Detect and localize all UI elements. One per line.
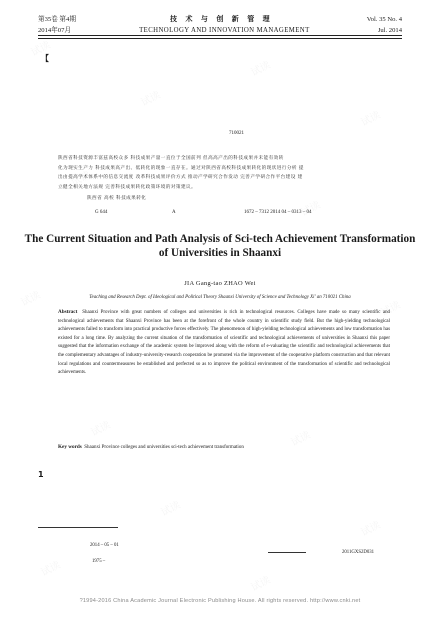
watermark	[88, 416, 113, 439]
date-cn: 2014年07月	[38, 27, 71, 34]
footnote-dash	[268, 552, 306, 553]
keywords-text: Shaanxi Province colleges and universities sci-tech achievement transformation	[84, 445, 244, 450]
abstract-label: Abstract	[58, 309, 78, 315]
header-rule	[38, 35, 402, 36]
author-birth-year: 1975 –	[92, 559, 106, 564]
journal-title-cn: 技 术 与 创 新 管 理	[170, 14, 273, 23]
watermark	[138, 86, 163, 109]
chinese-keywords: 陕西省 高校 科技成果转化	[87, 196, 147, 201]
abstract-text: Shaanxi Province with great numbers of colleges and universities is rich in technological resources. Colleges have made so many scientific and technological achievements that Shaanxi Province has been at the forefront of the whole country in scientific study field. But the high-yielding technological achievements failed to transform into practical productive forces effectively. The phenomenon of high-yielding technological achievements and low transformation has existed for a long time. By analyzing the current situation of the transformation of scientific and technological achievements of universities in Shaanxi this paper suggested that the information exchange of the academic system be improved along with the reform of e-valuating the scientific and technological achievements that the complementary advantages of industry-university-research cooperation be promoted via the improvement of the cooperative platform construction and that relevant local regulations and countermeasures be established and perfected so as to improve the political environment of the transformation of scientific and technological achievements.	[58, 310, 391, 376]
received-date: 2014 – 05 – 01	[90, 543, 119, 548]
document-code: A	[172, 210, 176, 215]
clc-number: G 644	[95, 210, 108, 215]
chinese-abstract-line: 立健全相关地方法规 完善科技成果转化政策环境的对策建议。	[58, 184, 197, 190]
watermark	[358, 516, 383, 539]
watermark	[248, 571, 273, 594]
postal-code: 710021	[229, 131, 244, 136]
affiliation: Teaching and Research Dept. of Ideological and Political Theory Shaanxi University of Science and Technology Xi' an 710021 China	[89, 295, 351, 300]
chinese-abstract-line: 出由提高学术体系中的信息交流度 改革科技成果评价方式 推动产学研究合作发动 完善产学研合作平台建设 建	[58, 175, 303, 181]
journal-title-en: TECHNOLOGY AND INNOVATION MANAGEMENT	[139, 27, 310, 34]
running-header-top	[38, 13, 402, 24]
section-heading-number: 1	[38, 470, 44, 479]
watermark	[248, 56, 273, 79]
title-bracket: 【	[41, 54, 49, 63]
date-en: Jul. 2014	[377, 27, 402, 34]
keywords-label: Key words	[58, 444, 82, 450]
english-keywords	[58, 444, 244, 450]
english-abstract	[58, 308, 390, 378]
chinese-abstract-line: 化为现实生产力 科技成果高产出、低转化的现象一直存在。通过对陕西省高校科技成果转化的现状进行分析 提	[58, 165, 304, 171]
watermark	[158, 496, 183, 519]
volume-issue-en: Vol. 35 No. 4	[366, 16, 402, 23]
watermark	[38, 556, 63, 579]
running-header-bottom	[38, 24, 402, 34]
footnote-rule	[38, 527, 118, 528]
header-rule-thin	[38, 38, 402, 39]
article-number: 1672 – 7312 2014 04 – 0313 – 04	[244, 210, 312, 215]
fund-number: 2011GXS2D031	[342, 550, 375, 555]
chinese-abstract-line: 陕西省科技资源丰富兹高校众多 科技成果产量一直位于全国前列 但高高产出的科技成果并未能有效转	[58, 156, 284, 161]
watermark	[288, 426, 313, 449]
copyright-footer: ?1994-2016 China Academic Journal Electronic Publishing House. All rights reserved. http://www.cnki.net	[79, 598, 361, 604]
english-title: The Current Situation and Path Analysis of Sci-tech Achievement Transformation of Universities in Shaanxi	[24, 233, 416, 259]
volume-issue-cn: 第35卷 第4期	[38, 16, 76, 23]
watermark	[358, 106, 383, 129]
chinese-abstract	[58, 154, 394, 192]
authors: JIA Gang-tao ZHAO Wei	[184, 280, 256, 287]
watermark	[298, 196, 323, 219]
